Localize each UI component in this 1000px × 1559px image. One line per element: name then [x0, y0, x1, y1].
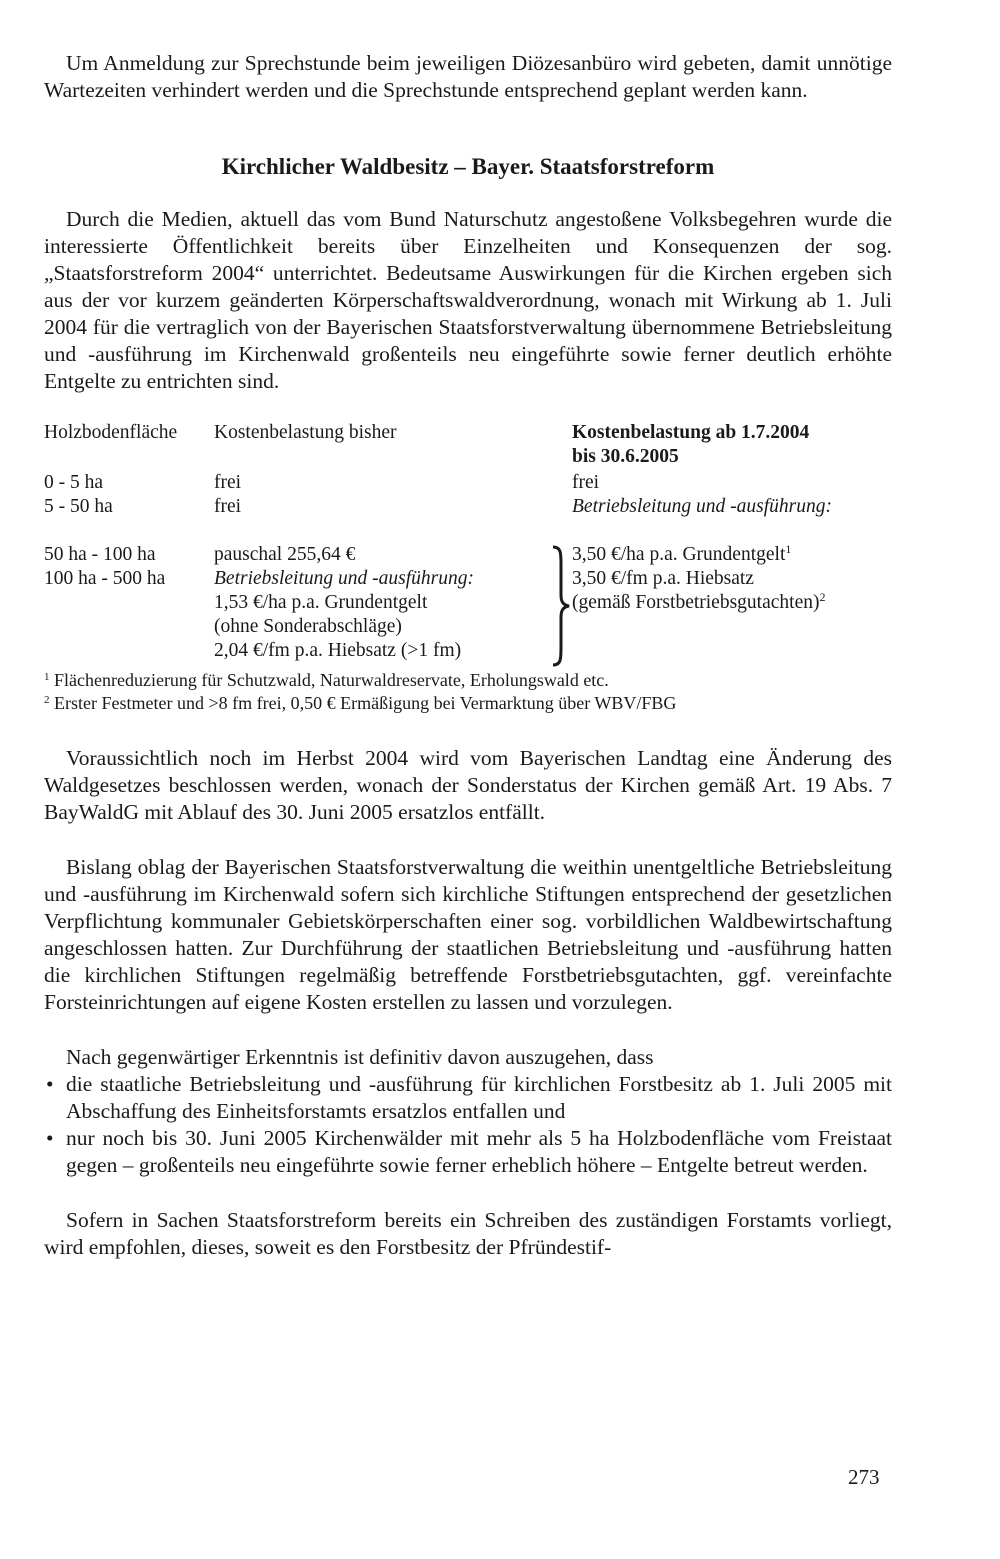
new-grundentgelt: 3,50 €/ha p.a. Grundentgelt$^1$	[572, 542, 792, 565]
cost-table	[44, 421, 892, 673]
paragraph-erkenntnis: Nach gegenwärtiger Erkenntnis ist definitiv davon auszugehen, dass	[66, 1045, 654, 1069]
footnote-ref-2: 2	[819, 590, 826, 604]
list-item: • nur noch bis 30. Juni 2005 Kirchenwälder mit mehr als 5 ha Holzbodenfläche vom Freistaat gegen – großenteils neu eingeführte sowie ferner erheblich höhere – Entgelte betreut werden.	[46, 1126, 892, 1177]
paragraph-medien: Durch die Medien, aktuell das vom Bund Naturschutz angestoßene Volksbegehren wurde die interessierte Öffentlichkeit bereits über Einzelheiten und Konsequenzen der sog. „Staatsforstreform 2004“ unterrichtet. Bedeutsame Auswirkungen für die Kirchen ergeben sich aus der vor kurzem geänderten Körperschaftswaldverordnung, wonach mit Wirkung ab 1. Juli 2004 für die vertraglich von der Bayerischen Staatsforstverwaltung übernommene Betriebsleitung und -ausführung im Kirchenwald großenteils neu eingeführte sowie ferner deutlich erhöhte Entgelte zu entrichten sind.	[44, 207, 892, 393]
row-50-100-area: 50 ha - 100 ha	[44, 544, 156, 565]
row-100-500-old-1: Betriebsleitung und -ausführung:	[214, 568, 474, 589]
paragraph-schreiben: Sofern in Sachen Staatsforstreform bereits ein Schreiben des zuständigen Forstamts vorliegt, wird empfohlen, dieses, soweit es den Forstbesitz der Pfründestif-	[44, 1208, 892, 1259]
table-header-new-dates: bis 30.6.2005	[572, 446, 679, 467]
paragraph-bislang: Bislang oblag der Bayerischen Staatsforstverwaltung die weithin unentgeltliche Betriebsleitung und -ausführung im Kirchenwald sofern sich kirchliche Stiftungen entsprechend der gesetzlichen Verpflichtung kommunaler Gebietskörperschaften einer sog. vorbildlichen Waldbewirtschaftung angeschlossen hatten. Zur Durchführung der staatlichen Betriebsleitung und -ausführung hatten die kirchlichen Stiftungen regelmäßig betreffende Forstbetriebsgutachten, ggf. vereinfachte Forsteinrichtungen auf eigene Kosten erstellen zu lassen und vorzulegen.	[44, 855, 892, 1014]
bullet-list	[44, 1071, 892, 1179]
list-item: • die staatliche Betriebsleitung und -ausführung für kirchlichen Forstbesitz ab 1. Juli 2005 mit Abschaffung des Einheitsforstamts ersatzlos entfallen und	[46, 1072, 892, 1123]
row-100-500-old-3: (ohne Sonderabschläge)	[214, 616, 402, 637]
row-0-5-area: 0 - 5 ha	[44, 472, 104, 493]
new-hiebsatz: 3,50 €/fm p.a. Hiebsatz	[572, 568, 754, 589]
row-5-50-old: frei	[214, 496, 242, 517]
row-0-5-old: frei	[214, 472, 242, 493]
bullet-icon: •	[46, 1126, 54, 1150]
footnote-2: $^2$ Erster Festmeter und >8 fm frei, 0,50 € Ermäßigung bei Vermarktung über WBV/FBG	[44, 693, 677, 713]
footnote-1: $^1$ Flächenreduzierung für Schutzwald, Naturwaldreservate, Erholungswald etc.	[44, 670, 609, 690]
new-gutachten: (gemäß Forstbetriebsgutachten)$^2$	[572, 590, 826, 613]
table-header-area: Holzbodenfläche	[44, 422, 178, 443]
row-100-500-old-4: 2,04 €/fm p.a. Hiebsatz (>1 fm)	[214, 640, 462, 661]
paragraph-landtag: Voraussichtlich noch im Herbst 2004 wird vom Bayerischen Landtag eine Änderung des Waldgesetzes beschlossen werden, wonach der Sonderstatus der Kirchen gemäß Art. 19 Abs. 7 BayWaldG mit Ablauf des 30. Juni 2005 ersatzlos entfällt.	[44, 746, 892, 824]
section-heading: Kirchlicher Waldbesitz – Bayer. Staatsforstreform	[221, 154, 715, 179]
row-50-100-old: pauschal 255,64 €	[214, 544, 356, 565]
row-5-50-new: Betriebsleitung und -ausführung:	[572, 496, 832, 517]
page-number: 273	[848, 1465, 880, 1489]
row-5-50-area: 5 - 50 ha	[44, 496, 113, 517]
table-header-new: Kostenbelastung ab 1.7.2004	[572, 422, 810, 443]
table-header-old: Kostenbelastung bisher	[214, 422, 397, 443]
footnote-ref-1: 1	[785, 542, 792, 556]
curly-brace-icon	[550, 545, 572, 667]
bullet-icon: •	[46, 1072, 54, 1096]
row-100-500-area: 100 ha - 500 ha	[44, 568, 166, 589]
row-0-5-new: frei	[572, 472, 600, 493]
row-100-500-old-2: 1,53 €/ha p.a. Grundentgelt	[214, 592, 428, 613]
paragraph-sprechstunde: Um Anmeldung zur Sprechstunde beim jeweiligen Diözesanbüro wird gebeten, damit unnötige Wartezeiten verhindert werden und die Sprechstunde entsprechend geplant werden kann.	[44, 51, 892, 102]
document-page	[44, 50, 892, 1261]
